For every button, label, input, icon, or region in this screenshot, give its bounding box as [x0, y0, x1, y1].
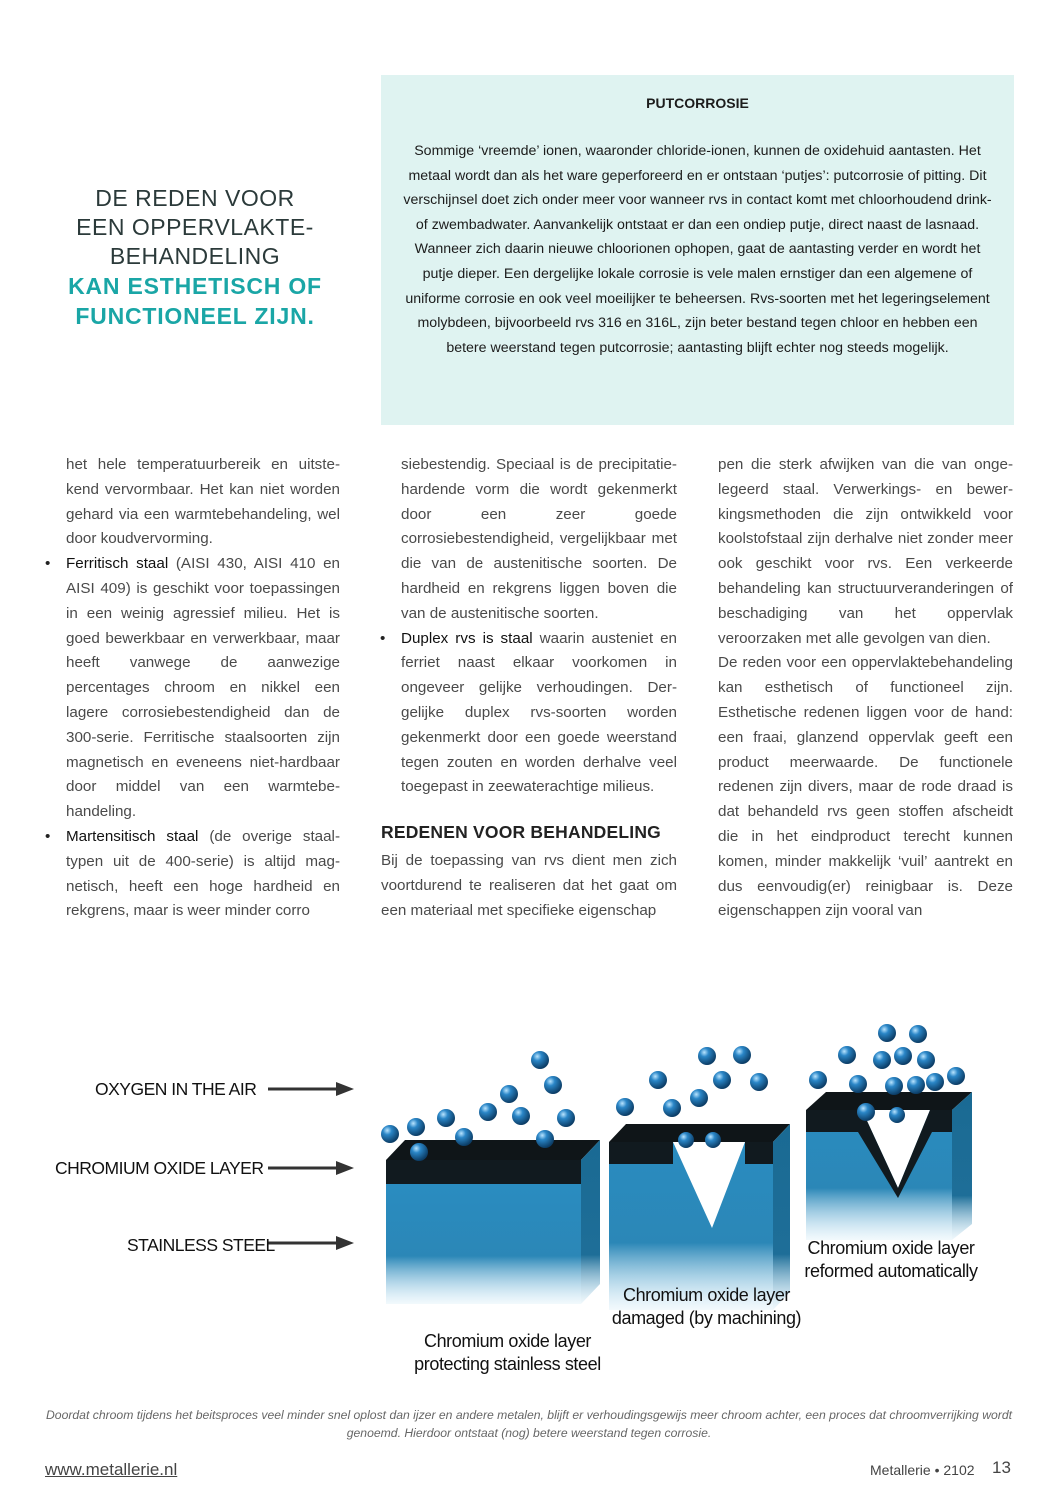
steel-block-intact: [386, 1140, 600, 1304]
arrow-icon: [268, 1161, 354, 1175]
paragraph: siebestendig. Speciaal is de precipitatie-hardende vorm die wordt gekenmerkt door een zeer goede corrosiebestendigheid, vergelijkbaar met die van de austenitische soorten. De hardheid en rekgrens liggen boven die van de austenitische soorten.: [401, 456, 677, 622]
caption-line: Chromium oxide layer: [807, 1238, 975, 1258]
page-number: 13: [992, 1458, 1011, 1477]
sidebar-body: Sommige ‘vreemde’ ionen, waaronder chloride-ionen, kunnen de oxidehuid aantasten. Het metaal wordt dan als het ware geperforeerd en er ontstaan ‘putjes’: putcorrosie of pitting. Dit verschijnsel doet zich onder meer voor wanneer rvs in contact komt met chloorhoudend drink- of zwembadwater. Aanvankelijk ontstaat er dan een ondiep putje, direct naast de lasnaad. Wanneer zich daarin nieuwe chloorionen ophopen, gaat de aantasting verder en wordt het putje dieper. Een dergelijke lokale corrosie is vele malen ernstiger dan een algemene of uniforme corrosie en ook veel moeilijker te beheersen. Rvs-soorten met het legeringselement molybdeen, bijvoorbeeld rvs 316 en 316L, zijn beter bestand tegen chloor en hebben een betere weerstand tegen putcorrosie; aantasting blijft echter nog steeds mogelijk.: [403, 143, 992, 356]
caption-line: protecting stainless steel: [414, 1354, 601, 1374]
caption-line: damaged (by machining): [611, 1308, 802, 1328]
column-3: [718, 453, 1013, 924]
sidebar-box-putcorrosie: [381, 75, 1014, 425]
bullet-icon: •: [380, 629, 386, 647]
column-2: [380, 453, 678, 923]
label-chromium-oxide-layer: CHROMIUM OXIDE LAYER: [55, 1158, 264, 1178]
list-item-duplex: [380, 627, 678, 801]
corrosion-illustration: [0, 1000, 1058, 1400]
list-item-ferritisch: [45, 552, 340, 825]
caption-damaged: [594, 1284, 819, 1330]
paragraph: De reden voor een oppervlaktebehandeling kan esthetisch of functioneel zijn. Esthetische redenen liggen voor de hand: een fraai, glanzend oppervlak geeft een product meerwaarde. De functionele redenen zijn divers, maar de rode draad is dat behandeld rvs geen stoffen afscheidt die in het eindproduct terecht kunnen komen, minder makkelijk ‘vuil’ aantrekt en dus eenvoudig(er) reinigbaar is. Deze eigenschappen zijn vooral van: [718, 654, 1013, 920]
sidebar-title: PUTCORROSIE: [646, 95, 749, 111]
arrow-icon: [268, 1082, 354, 1096]
footer-publication: Metallerie • 2102: [870, 1462, 975, 1478]
caption-line: reformed automatically: [804, 1261, 978, 1281]
section-heading: REDENEN VOOR BEHANDELING: [381, 822, 661, 843]
paragraph: pen die sterk afwijken van die van ongelegeerd staal. Verwerkings- en bewerkingsmethoden die zijn ontwikkeld voor koolstofstaal zijn derhalve niet zonder meer ook geschikt voor rvs. Een verkeerde behandeling kan structuurveranderingen of beschadiging van het oppervlak veroorzaken met alle gevolgen van dien.: [718, 456, 1013, 647]
column-1: [45, 453, 340, 924]
steel-block-damaged: [609, 1124, 790, 1310]
caption-protecting: [395, 1330, 620, 1376]
item-text: waarin austeniet en ferriet naast elkaar voorkomen in ongeveer gelijke verhoudingen. Dergelijke duplex rvs-soorten worden gekenmerkt door een goede weerstand tegen zouten en worden derhalve veel toegepast in zeewaterachtige milieus.: [401, 629, 678, 796]
paragraph: Bij de toepassing van rvs dient men zich voortdurend te realiseren dat het gaat om een materiaal met specifieke eigenschap: [381, 851, 677, 919]
item-text: (de overige staaltypen uit de 400-serie) is altijd magnetisch, heeft een hoge hardheid en rekgrens, maar is weer minder corro: [66, 827, 340, 920]
term: Ferritisch staal: [66, 555, 169, 573]
item-text: (AISI 430, AISI 410 en AISI 409) is geschikt voor toepassingen in een weinig agressief milieu. Het is goed bewerkbaar en verwerkbaar, maar heeft vanwege de aanwezige percentages chroom en nikkel een lagere corrosiebestendigheid dan de 300-serie. Ferritische staalsoorten zijn magnetisch en eveneens niet-hardbaar door middel van een warmtebehandeling.: [66, 555, 340, 821]
pull-quote-line: EEN OPPERVLAKTE-: [76, 214, 314, 240]
pull-quote-line: BEHANDELING: [109, 243, 281, 269]
bullet-icon: •: [45, 827, 51, 845]
paragraph: het hele temperatuurbereik en uitstekend vervormbaar. Het kan niet worden gehard via een warmtebehandeling, wel door koudvervorming.: [66, 456, 340, 548]
steel-block-reformed: [806, 1092, 972, 1240]
label-stainless-steel: STAINLESS STEEL: [127, 1235, 275, 1255]
caption-line: Chromium oxide layer: [423, 1331, 592, 1351]
label-oxygen: OXYGEN IN THE AIR: [95, 1079, 257, 1099]
figure-caption: Doordat chroom tijdens het beitsproces veel minder snel oplost dan ijzer en andere metalen, blijft er verhoudingsgewijs meer chroom achter, een proces dat chroomverrijking wordt genoemd. Hierdoor ontstaat (nog) betere weerstand tegen corrosie.: [45, 1408, 1012, 1440]
pull-quote-emphasis: KAN ESTHETISCH OF: [68, 273, 322, 299]
caption-line: Chromium oxide layer: [622, 1285, 791, 1305]
footer-website-link[interactable]: www.metallerie.nl: [45, 1460, 178, 1479]
term: Martensitisch staal: [66, 827, 199, 845]
pull-quote: [40, 184, 350, 331]
caption-reformed: [786, 1237, 996, 1283]
pull-quote-emphasis: FUNCTIONEEL ZIJN.: [75, 303, 315, 329]
term: Duplex rvs is staal: [401, 629, 533, 647]
pull-quote-line: DE REDEN VOOR: [95, 185, 295, 211]
bullet-icon: •: [45, 555, 51, 573]
arrow-icon: [268, 1236, 354, 1250]
list-item-martensitisch: [45, 825, 340, 924]
